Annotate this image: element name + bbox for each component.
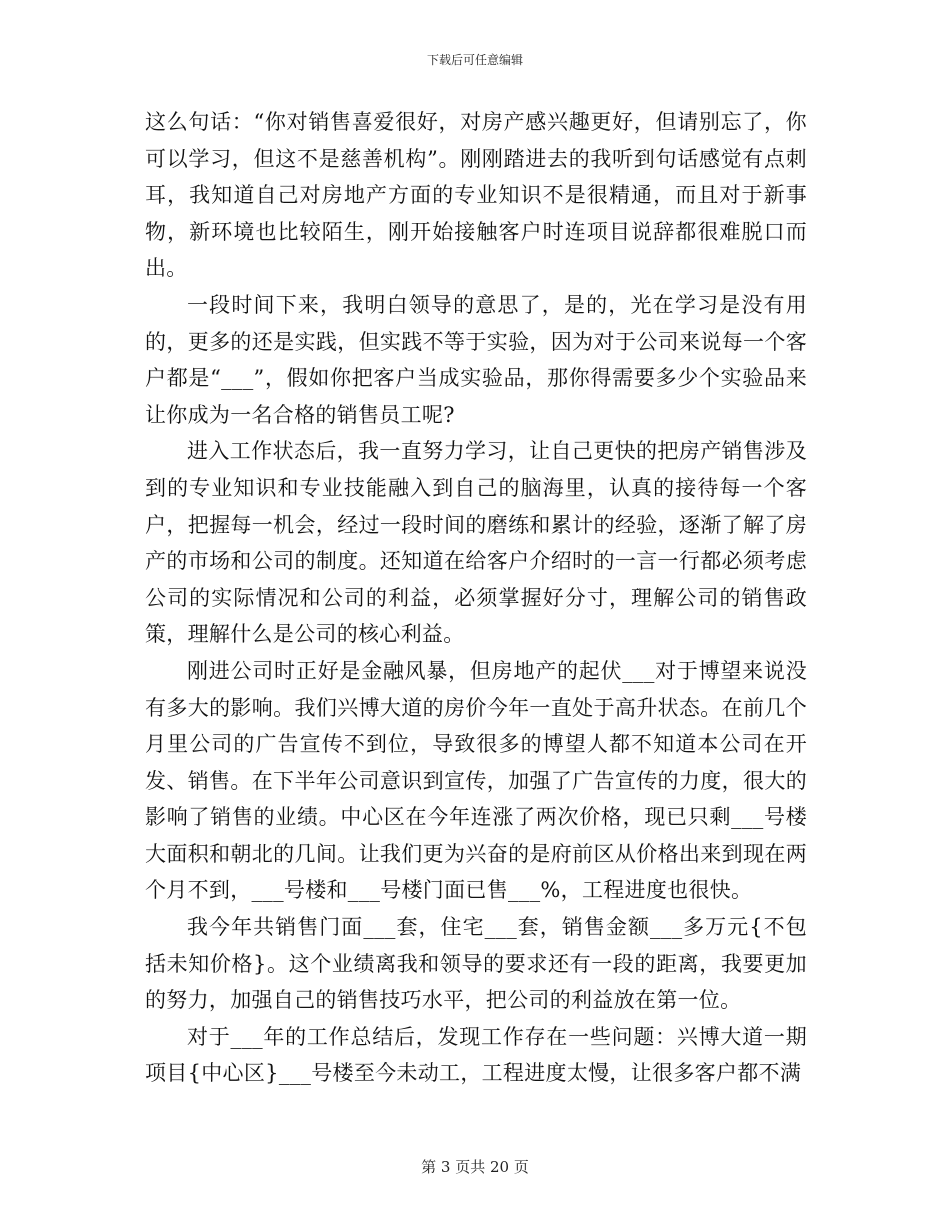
page-header: 下载后可任意编辑 — [426, 53, 523, 67]
paragraph: 一段时间下来，我明白领导的意思了，是的，光在学习是没有用的，更多的还是实践，但实践不等于实验，因为对于公司来说每一个客户都是“___”，假如你把客户当成实验品，那你得需要多少个实验品来让你成为一名合格的销售员工呢? — [145, 292, 807, 427]
document-body — [145, 104, 807, 1092]
paragraph: 对于___年的工作总结后，发现工作存在一些问题：兴博大道一期项目{中心区}___号楼至今未动工，工程进度太慢，让很多客户都不满 — [145, 1024, 807, 1086]
paragraph: 刚进公司时正好是金融风暴，但房地产的起伏___对于博望来说没有多大的影响。我们兴博大道的房价今年一直处于高升状态。在前几个月里公司的广告宣传不到位，导致很多的博望人都不知道本公司在开发、销售。在下半年公司意识到宣传，加强了广告宣传的力度，很大的影响了销售的业绩。中心区在今年连涨了两次价格，现已只剩___号楼大面积和朝北的几间。让我们更为兴奋的是府前区从价格出来到现在两个月不到，___号楼和___号楼门面已售___%，工程进度也很快。 — [145, 658, 807, 903]
paragraph: 我今年共销售门面___套，住宅___套，销售金额___多万元{不包括未知价格}。这个业绩离我和领导的要求还有一段的距离，我要更加的努力，加强自己的销售技巧水平，把公司的利益放在第一位。 — [145, 915, 807, 1013]
paragraph: 进入工作状态后，我一直努力学习，让自己更快的把房产销售涉及到的专业知识和专业技能融入到自己的脑海里，认真的接待每一个客户，把握每一机会，经过一段时间的磨练和累计的经验，逐渐了解了房产的市场和公司的制度。还知道在给客户介绍时的一言一行都必须考虑公司的实际情况和公司的利益，必须掌握好分寸，理解公司的销售政策，理解什么是公司的核心利益。 — [145, 439, 807, 647]
paragraph-continued: 这么句话：“你对销售喜爱很好，对房产感兴趣更好，但请别忘了，你可以学习，但这不是慈善机构”。刚刚踏进去的我听到句话感觉有点刺耳，我知道自己对房地产方面的专业知识不是很精通，而且对于新事物，新环境也比较陌生，刚开始接触客户时连项目说辞都很难脱口而出。 — [145, 110, 807, 281]
page-number-footer: 第 3 页共 20 页 — [421, 1158, 529, 1176]
